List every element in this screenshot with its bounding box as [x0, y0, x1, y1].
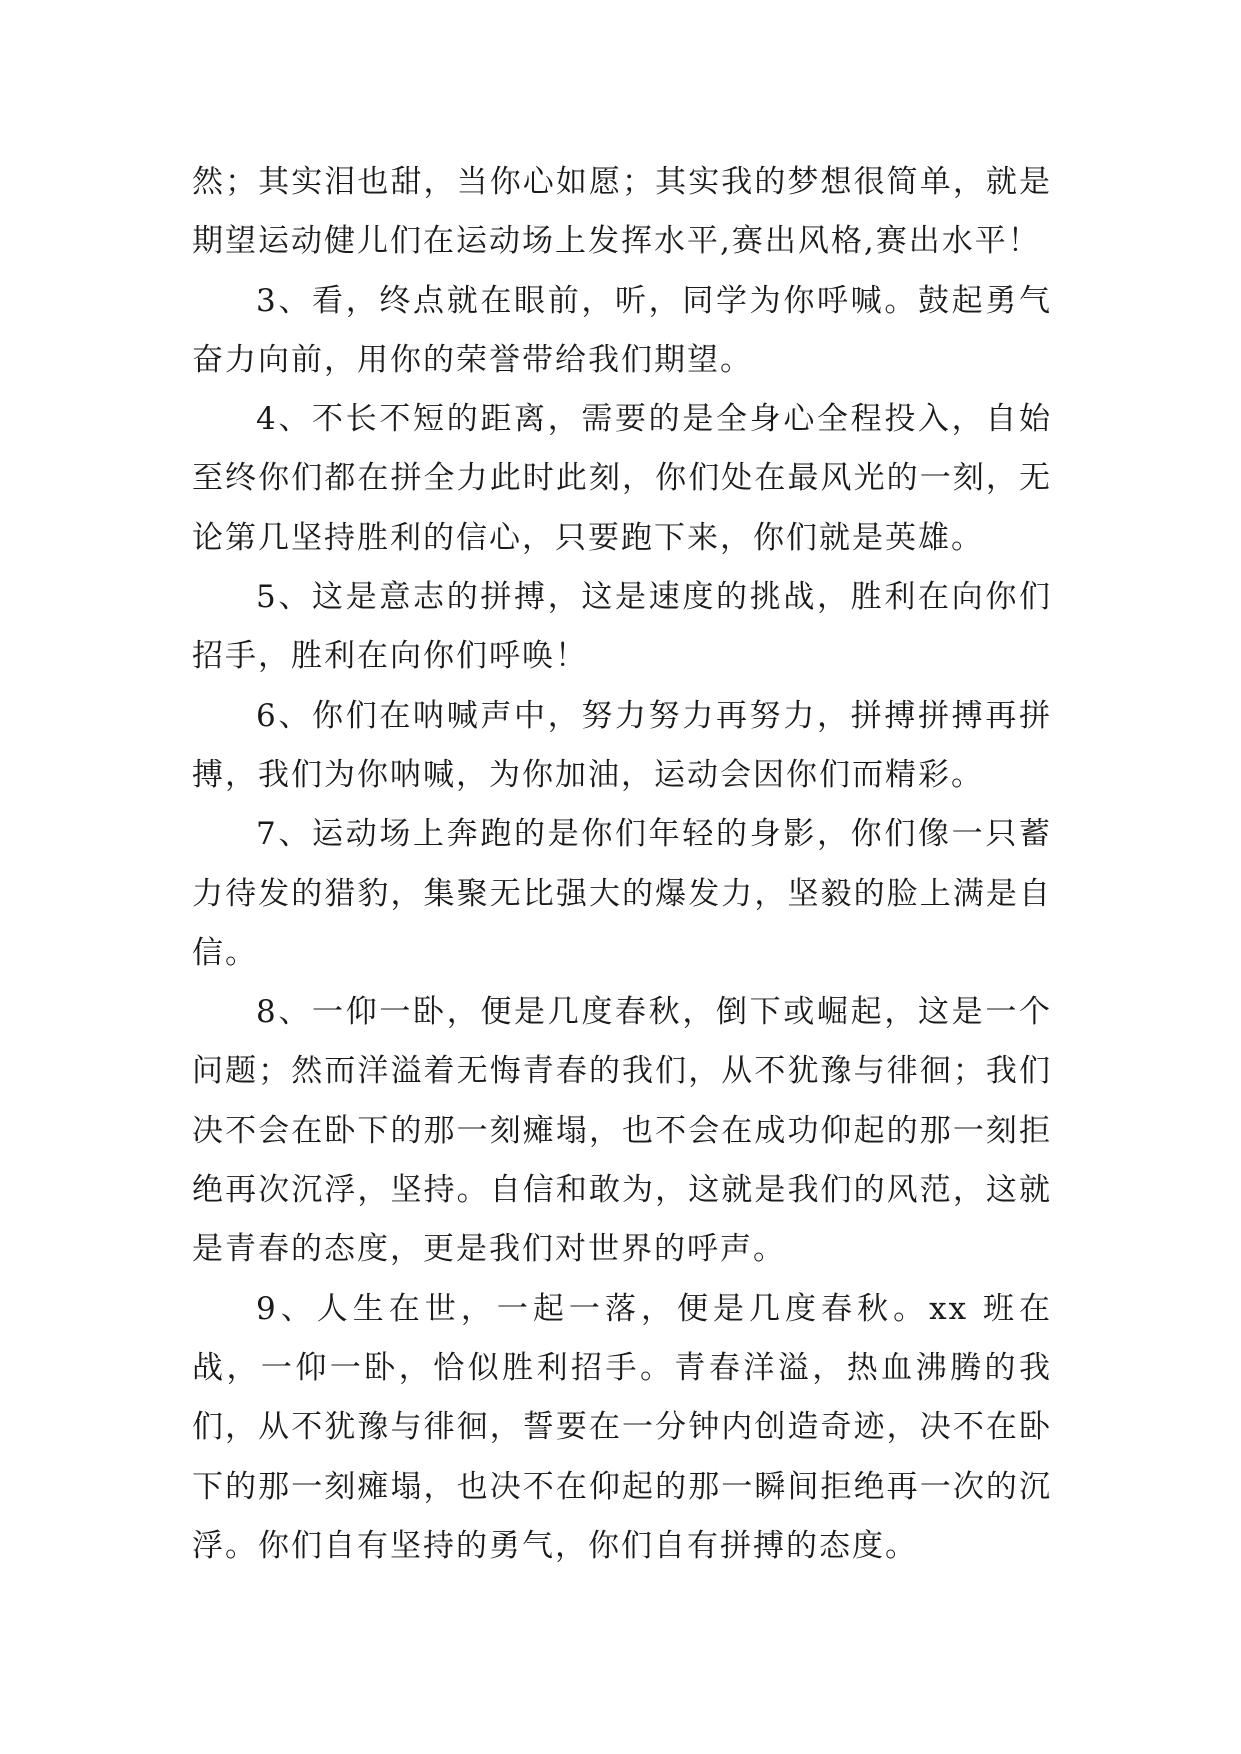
paragraph-item-8: 8、一仰一卧，便是几度春秋，倒下或崛起，这是一个问题；然而洋溢着无悔青春的我们，从不犹豫与徘徊；我们决不会在卧下的那一刻瘫塌，也不会在成功仰起的那一刻拒绝再次沉浮，坚持。自信和敢为，这就是我们的风范，这就是青春的态度，更是我们对世界的呼声。	[192, 994, 1052, 1268]
document-body	[192, 153, 1052, 1576]
paragraph-item-5: 5、这是意志的拼搏，这是速度的挑战，胜利在向你们招手，胜利在向你们呼唤！	[192, 579, 1052, 675]
paragraph-item-9: 9、人生在世，一起一落，便是几度春秋。xx 班在战，一仰一卧，恰似胜利招手。青春洋溢，热血沸腾的我们，从不犹豫与徘徊，誓要在一分钟内创造奇迹，决不在卧下的那一刻瘫塌，也决不在仰起的那一瞬间拒绝再一次的沉浮。你们自有坚持的勇气，你们自有拼搏的态度。	[192, 1290, 1052, 1564]
paragraph-item-3: 3、看，终点就在眼前，听，同学为你呼喊。鼓起勇气奋力向前，用你的荣誉带给我们期望。	[192, 282, 1052, 378]
paragraph-item-6: 6、你们在呐喊声中，努力努力再努力，拼搏拼搏再拼搏，我们为你呐喊，为你加油，运动会因你们而精彩。	[192, 697, 1052, 793]
paragraph-item-4: 4、不长不短的距离，需要的是全身心全程投入，自始至终你们都在拼全力此时此刻，你们处在最风光的一刻，无论第几坚持胜利的信心，只要跑下来，你们就是英雄。	[192, 401, 1052, 556]
paragraph-continuation: 然；其实泪也甜，当你心如愿；其实我的梦想很简单，就是期望运动健儿们在运动场上发挥水平,赛出风格,赛出水平！	[192, 164, 1052, 260]
paragraph-item-7: 7、运动场上奔跑的是你们年轻的身影，你们像一只蓄力待发的猎豹，集聚无比强大的爆发力，坚毅的脸上满是自信。	[192, 816, 1052, 971]
